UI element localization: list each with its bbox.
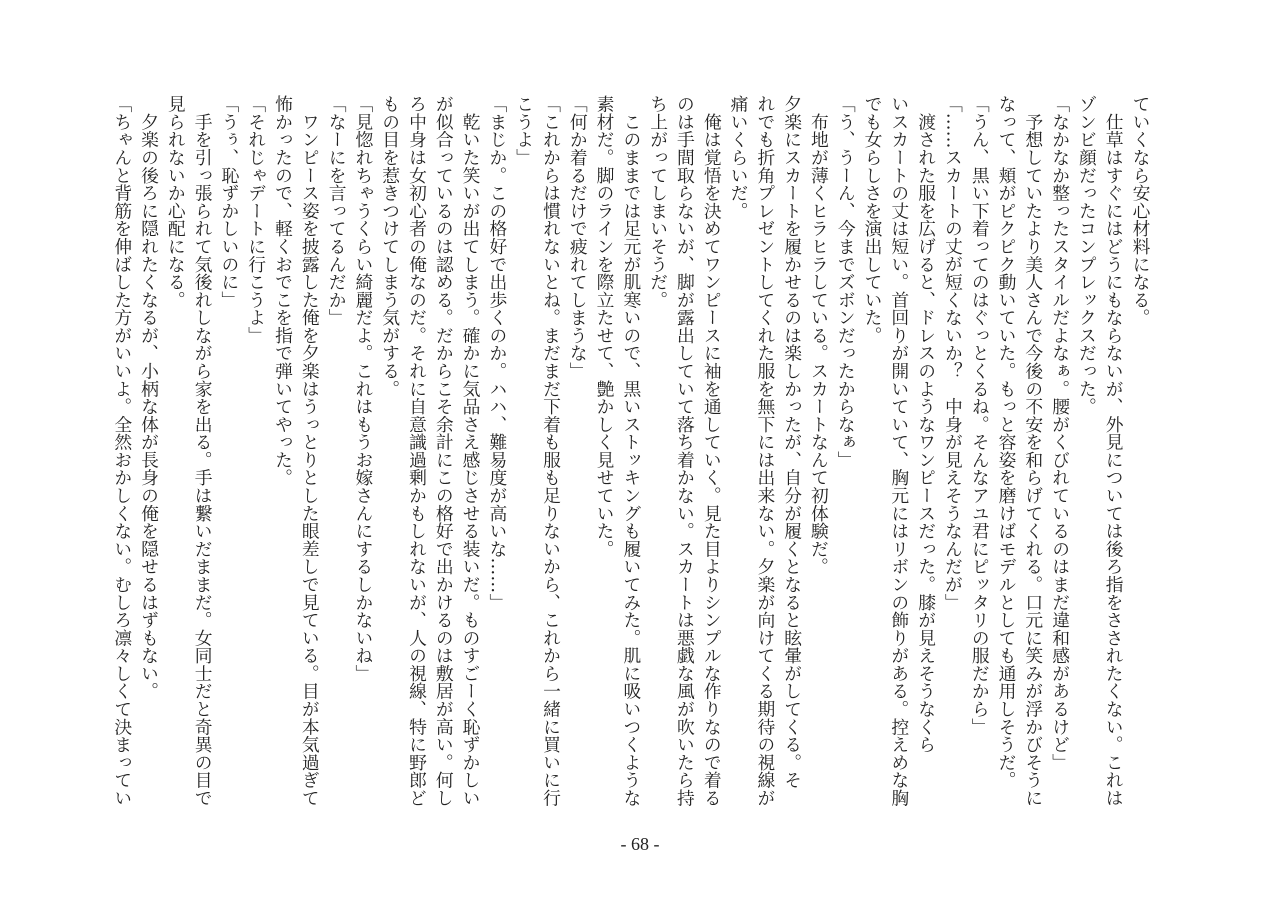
text-line: 「何か着るだけで疲れてしまうな」 [567,95,589,380]
text-line: 「……スカートの丈が短くないか？ 中身が見えそうなんだが」 [942,95,964,611]
text-line: 「それじゃデートに行こうよ」 [245,95,267,345]
text-line: 素材だ。脚のラインを際立たせて、艶かしく見せていた。 [594,95,616,558]
text-line: でも女らしさを演出していた。 [862,95,884,345]
text-line: ワンピース姿を披露した俺を夕楽はうっとりとした眼差しで見ている。目が本気過ぎて [299,95,321,807]
text-line: いスカートの丈は短い。首回りが開いていて、胸元にはリボンの飾りがある。控えめな胸 [888,95,910,807]
text-line: のは手間取らないが、脚が露出していて落ち着かない。スカートは悪戯な風が吹いたら持 [674,95,696,807]
text-line: ろ中身は女初心者の俺なのだ。それに自意識過剰かもしれないが、人の視線、特に野郎ど [406,95,428,807]
text-line: 「なーにを言ってるんだか」 [326,95,348,327]
text-line: 渡された服を広げると、ドレスのようなワンピースだった。膝が見えそうなくら [915,95,937,754]
text-line: 痛いくらいだ。 [728,95,750,220]
text-line: 布地が薄くヒラヒラしている。スカートなんて初体験だ。 [808,95,830,576]
vertical-text-body [108,95,1153,815]
text-line: こうよ」 [513,95,535,167]
text-line: 「うん、黒い下着ってのはぐっとくるね。そんなアユ君にピッタリの服だから」 [969,95,991,736]
text-line: 見られないか心配になる。 [165,95,187,309]
text-line: 俺は覚悟を決めてワンピースに袖を通していく。見た目よりシンプルな作りなので着る [701,95,723,807]
text-line: 「うぅ、恥ずかしいのに」 [218,95,240,309]
text-line: なって、頬がピクピク動いていた。もっと容姿を磨けばモデルとしても通用しそうだ。 [996,95,1018,789]
text-line: 手を引っ張られて気後れしながら家を出る。手は繋いだままだ。女同士だと奇異の目で [192,95,214,807]
text-line: 仕草はすぐにはどうにもならないが、外見については後ろ指をさされたくない。これは [1103,95,1125,807]
text-line: 怖かったので、軽くおでこを指で弾いてやった。 [272,95,294,487]
text-line: このままでは足元が肌寒いので、黒いストッキングも履いてみた。肌に吸いつくような [620,95,642,807]
text-line: 「これからは慣れないとね。まだまだ下着も服も足りないから、これから一緒に買いに行 [540,95,562,807]
text-line: れでも折角プレゼントしてくれた服を無下には出来ない。夕楽が向けてくる期待の視線が [754,95,776,807]
text-line: ち上がってしまいそうだ。 [647,95,669,309]
text-line: 「見惚れちゃうくらい綺麗だよ。これはもうお嫁さんにするしかないね」 [352,95,374,683]
page-number: - 68 - [620,834,660,854]
text-line: ゾンビ顔だったコンプレックスだった。 [1076,95,1098,416]
text-line: が似合っているのは認める。だからこそ余計にこの格好で出かけるのは敷居が高い。何し [433,95,455,807]
text-line: 「まじか。この格好で出歩くのか。ハハ、難易度が高いな……」 [486,95,508,611]
text-line: 乾いた笑いが出てしまう。確かに気品さえ感じさせる装いだ。ものすごーく恥ずかしい [460,95,482,807]
text-line: 夕楽にスカートを履かせるのは楽しかったが、自分が履くとなると眩暈がしてくる。そ [781,95,803,789]
text-line: もの目を惹きつけてしまう気がする。 [379,95,401,398]
text-line: 「なかなか整ったスタイルだよなぁ。腰がくびれているのはまだ違和感があるけど」 [1049,95,1071,772]
text-line: 予想していたより美人さんで今後の不安を和らげてくれる。口元に笑みが浮かびそうに [1022,95,1044,807]
text-line: 「う、うーん、今までズボンだったからなぁ」 [835,95,857,469]
text-line: 夕楽の後ろに隠れたくなるが、小柄な体が長身の俺を隠せるはずもない。 [138,95,160,700]
text-line: 「ちゃんと背筋を伸ばした方がいいよ。全然おかしくない。むしろ凛々しくて決まってい [111,95,133,807]
text-line: ていくなら安心材料になる。 [1130,95,1151,327]
